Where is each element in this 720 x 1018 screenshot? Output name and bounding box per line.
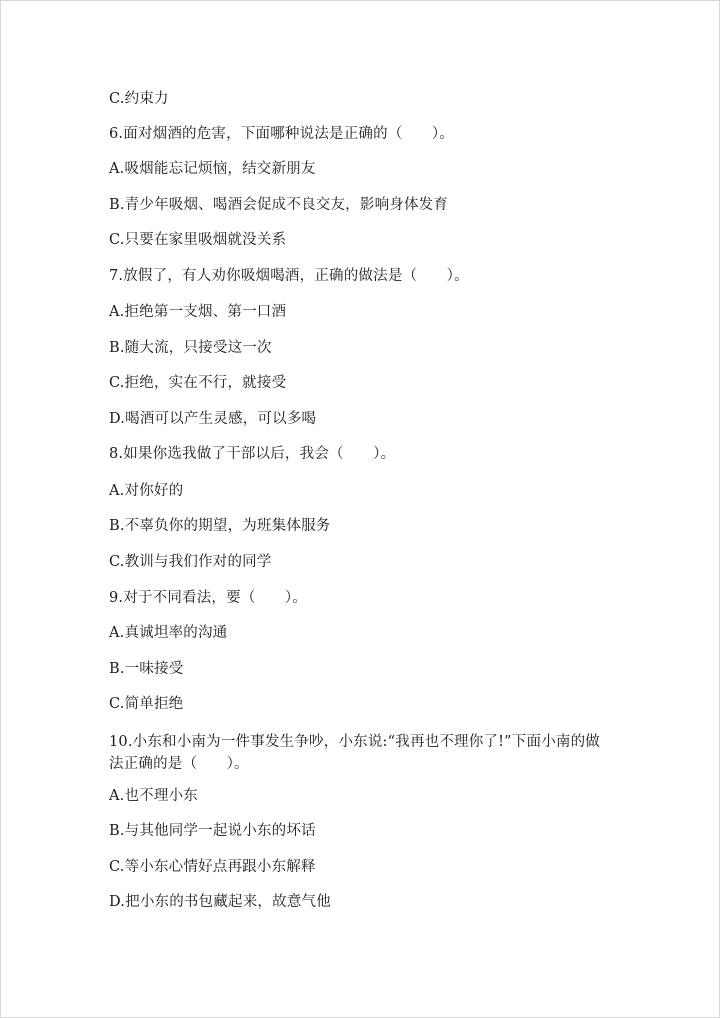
q7-option-b: B.随大流，只接受这一次 [109, 340, 272, 356]
q10-option-b: B.与其他同学一起说小东的坏话 [109, 823, 316, 839]
q9-option-c: C.简单拒绝 [109, 696, 184, 712]
question-6: 6.面对烟酒的危害，下面哪种说法是正确的（ ）。 [109, 126, 455, 142]
q5-option-c: C.约束力 [109, 91, 169, 107]
question-10: 10.小东和小南为一件事发生争吵，小东说:“我再也不理你了!”下面小南的做法正确的是（ ）。 [109, 734, 600, 772]
q7-option-a: A.拒绝第一支烟、第一口酒 [109, 304, 287, 320]
q6-option-b: B.青少年吸烟、喝酒会促成不良交友，影响身体发育 [109, 197, 449, 213]
q9-option-a: A.真诚坦率的沟通 [109, 625, 228, 641]
question-9: 9.对于不同看法，要（ ）。 [109, 590, 308, 606]
q10-option-a: A.也不理小东 [109, 788, 198, 804]
q10-option-d: D.把小东的书包藏起来，故意气他 [109, 894, 331, 910]
q8-option-b: B.不辜负你的期望，为班集体服务 [109, 518, 331, 534]
q6-option-a: A.吸烟能忘记烦恼，结交新朋友 [109, 161, 316, 177]
question-8: 8.如果你选我做了干部以后，我会（ ）。 [109, 446, 396, 462]
question-7: 7.放假了，有人劝你吸烟喝酒，正确的做法是（ ）。 [109, 268, 469, 284]
q8-option-c: C.教训与我们作对的同学 [109, 554, 272, 570]
q9-option-b: B.一味接受 [109, 661, 184, 677]
q8-option-a: A.对你好的 [109, 483, 184, 499]
q10-option-c: C.等小东心情好点再跟小东解释 [109, 859, 316, 875]
q7-option-d: D.喝酒可以产生灵感，可以多喝 [109, 411, 317, 427]
q7-option-c: C.拒绝，实在不行，就接受 [109, 375, 287, 391]
q6-option-c: C.只要在家里吸烟就没关系 [109, 232, 287, 248]
